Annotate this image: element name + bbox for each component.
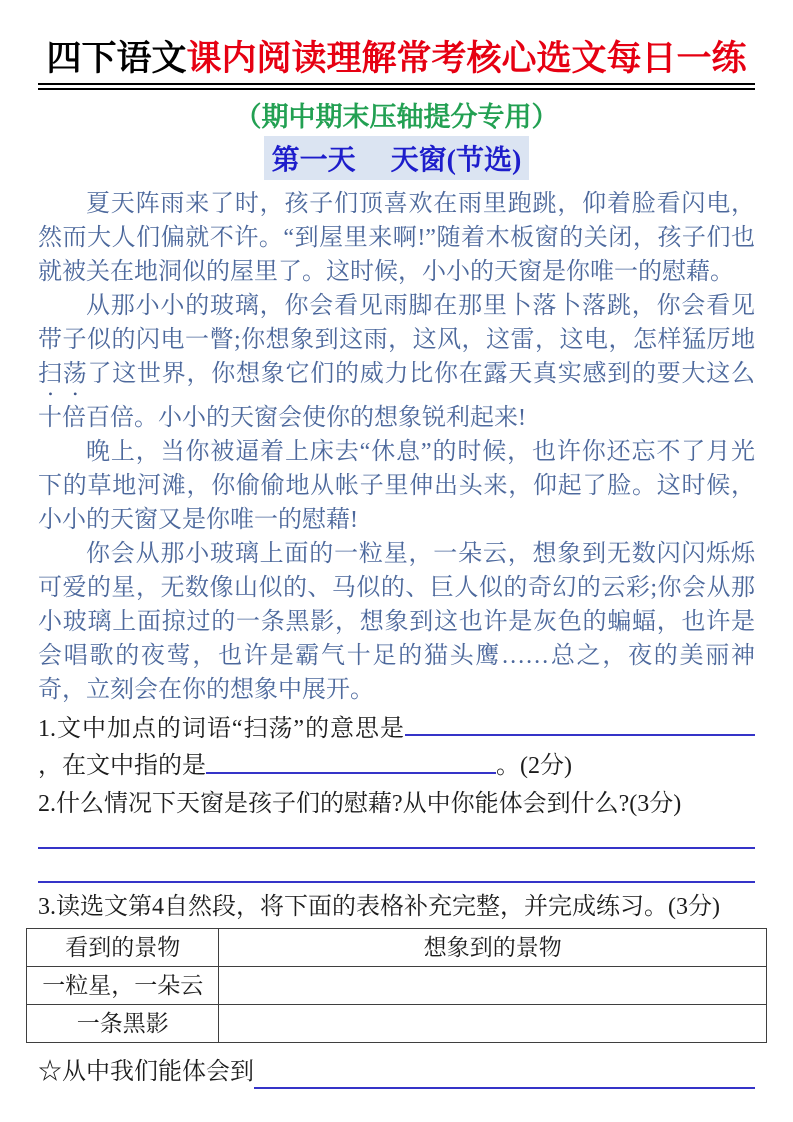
questions-section: [38, 711, 755, 1122]
table-row: [27, 966, 767, 1004]
p2-emphasized-word: 扫荡: [38, 361, 88, 388]
passage-paragraph-2: [38, 289, 755, 435]
day-heading-highlight: 第一天 天窗(节选): [264, 136, 530, 180]
table-row: [27, 1004, 767, 1042]
q1-text-1: 1.文中加点的词语“扫荡”的意思是: [38, 716, 405, 743]
fill-in-table: [26, 928, 767, 1043]
q1-blank-2[interactable]: [206, 748, 496, 773]
star-question-label: ☆从中我们能体会到: [38, 1058, 254, 1085]
table-header-row: [27, 928, 767, 966]
title-main-part: 课内阅读理解常考核心选文每日一练: [186, 39, 747, 78]
table-cell-imagined-2[interactable]: [219, 1004, 767, 1042]
title-double-underline: [38, 83, 755, 90]
star-answer-blank[interactable]: [254, 1059, 755, 1089]
q2-answer-line-1[interactable]: [38, 823, 755, 849]
p2-text-after: 了这世界，你想象它们的威力比你在露天真实感到的要大这么十倍百倍。小小的天窗会使你的想象锐利起来!: [38, 361, 755, 432]
q1-text-3: 文中指的是: [86, 753, 206, 780]
day-heading: [38, 136, 755, 180]
passage-paragraph-4: 你会从那小玻璃上面的一粒星，一朵云，想象到无数闪闪烁烁可爱的星，无数像山似的、马似的、巨人似的奇幻的云彩;你会从那小玻璃上面掠过的一条黑影，想象到这也许是灰色的蝙蝠，也许是会唱歌的夜莺，也许是霸气十足的猫头鹰……总之，夜的美丽神奇，立刻会在你的想象中展开。: [38, 541, 755, 704]
question-2: 2.什么情况下天窗是孩子们的慰藉?从中你能体会到什么?(3分): [38, 790, 682, 817]
star-question: [38, 1055, 755, 1089]
table-header-imagined: 想象到的景物: [219, 928, 767, 966]
table-cell-seen-1: 一粒星，一朵云: [27, 966, 219, 1004]
page-title: [38, 36, 755, 82]
q1-text-4: 。(2分): [496, 753, 572, 780]
q1-text-2: ，在: [38, 753, 86, 780]
passage-paragraph-1: 夏天阵雨来了时，孩子们顶喜欢在雨里跑跳，仰着脸看闪电，然而大人们偏就不许。“到屋里来啊!”随着木板窗的关闭，孩子们也就被关在地洞似的屋里了。这时候，小小的天窗是你唯一的慰藉。: [38, 191, 755, 286]
passage-paragraph-3: 晚上，当你被逼着上床去“休息”的时候，也许你还忘不了月光下的草地河滩，你偷偷地从帐子里伸出头来，仰起了脸。这时候，小小的天窗又是你唯一的慰藉!: [38, 439, 755, 534]
q2-answer-line-2[interactable]: [38, 849, 755, 883]
question-1: [38, 711, 755, 785]
p2-text-before: 从那小小的玻璃，你会看见雨脚在那里卜落卜落跳，你会看见带子似的闪电一瞥;你想象到这雨，这风，这雷，这电，怎样猛厉地: [38, 293, 755, 354]
table-cell-imagined-1[interactable]: [219, 966, 767, 1004]
reading-passage: [38, 187, 755, 707]
table-header-seen: 看到的景物: [27, 928, 219, 966]
subtitle: （期中期末压轴提分专用）: [234, 102, 559, 133]
table-cell-seen-2: 一条黑影: [27, 1004, 219, 1042]
star-answer-line-2[interactable]: [38, 1089, 755, 1122]
question-3: 3.读选文第4自然段，将下面的表格补充完整，并完成练习。(3分): [38, 893, 720, 920]
title-grade-part: 四下语文: [46, 39, 187, 78]
q1-blank-1[interactable]: [405, 711, 755, 736]
